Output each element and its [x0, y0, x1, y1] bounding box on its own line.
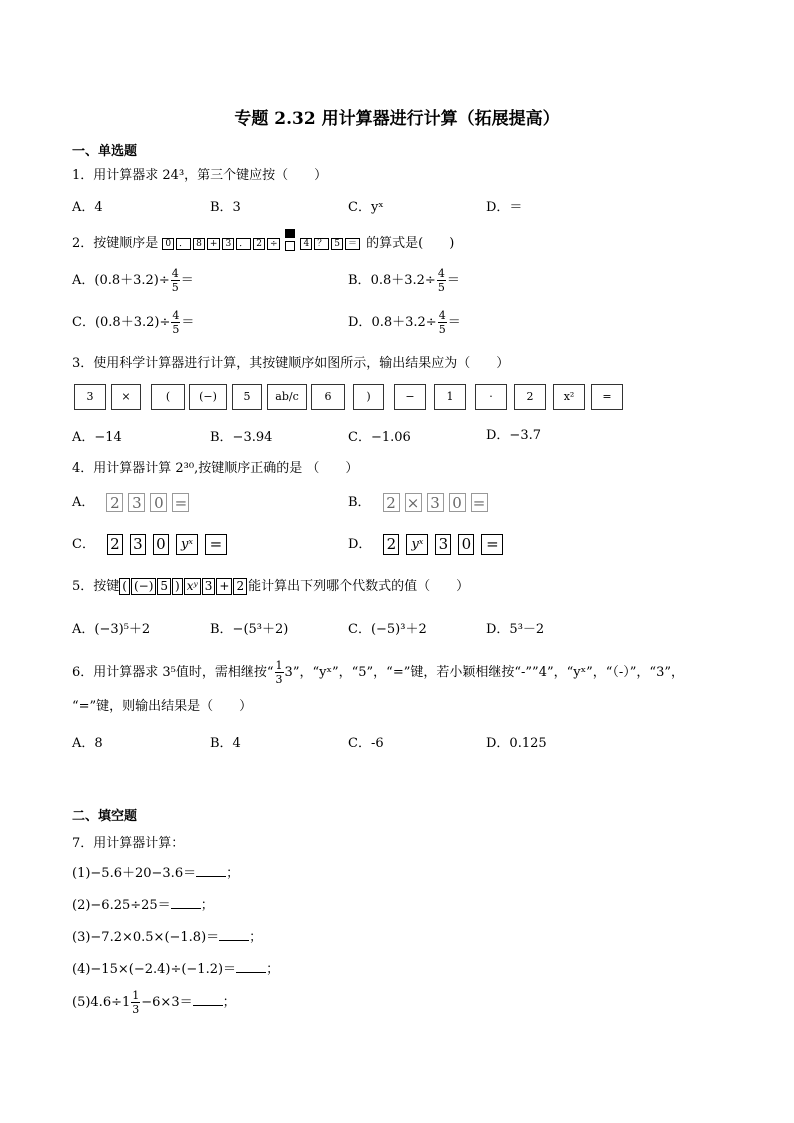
q5-option-c[interactable]: C．(−5)³＋2	[348, 622, 427, 637]
key-6: 6	[311, 384, 345, 410]
q1-option-a[interactable]: A．4	[72, 200, 103, 215]
key-power: xʸ	[184, 578, 201, 595]
key-2: 2	[233, 578, 247, 595]
key-negative: (−)	[131, 578, 156, 595]
q7-stem: 7．用计算器计算：	[72, 836, 185, 851]
q3-option-b[interactable]: B．−3.94	[210, 430, 273, 445]
fraction: $\frac{4}{5}$	[437, 267, 445, 294]
key-open-paren: (	[151, 384, 185, 410]
key-multiply: ×	[111, 384, 141, 410]
q6-stem-line2: “=”键，则输出结果是（ ）	[72, 699, 253, 714]
q1-option-c[interactable]: C．yˣ	[348, 200, 384, 215]
q5-option-b[interactable]: B．−(5³＋2)	[210, 622, 289, 637]
answer-blank[interactable]	[196, 864, 226, 877]
key-0: 0	[153, 534, 169, 555]
fraction: $\frac{4}{5}$	[171, 267, 179, 294]
key-equals: =	[172, 493, 189, 512]
key-power: yˣ	[176, 534, 198, 555]
key-3: 3	[128, 493, 145, 512]
key-multiply: ×	[405, 493, 422, 512]
key-2: 2	[253, 238, 265, 250]
key-plus: +	[207, 238, 221, 250]
q3-option-c[interactable]: C．−1.06	[348, 430, 411, 445]
key-0: 0	[458, 534, 474, 555]
q6-option-b[interactable]: B．4	[210, 736, 241, 751]
q7-item-4: (4)−15×(−2.4)÷(−1.2)＝ ；	[72, 962, 280, 977]
q1-option-d[interactable]: D．＝	[486, 200, 523, 215]
answer-blank[interactable]	[236, 960, 266, 973]
fraction: $\frac{4}{5}$	[438, 309, 446, 336]
key-close-paren: )	[172, 578, 183, 595]
q6-option-c[interactable]: C．-6	[348, 736, 384, 751]
q2-stem-suffix: 的算式是( )	[366, 236, 455, 251]
key-0: 0	[449, 493, 466, 512]
section-fill-blank: 二、填空题	[72, 809, 138, 824]
key-5: 5	[331, 238, 343, 250]
key-0: 0	[150, 493, 167, 512]
key-0: 0	[162, 238, 174, 250]
key-equals: =	[471, 493, 488, 512]
q7-item-3: (3)−7.2×0.5×(−1.8)＝ ；	[72, 930, 263, 945]
key-2: 2	[383, 493, 400, 512]
q7-item-5: (5)4.6÷1 $\frac{1}{3}$ −6×3＝ ；	[72, 989, 236, 1016]
key-equals: =	[591, 384, 623, 410]
fraction: $\frac{1}{3}$	[275, 659, 283, 686]
key-3: 3	[435, 534, 451, 555]
key-5: 5	[157, 578, 171, 595]
q7-item-2: (2)−6.25÷25＝ ；	[72, 898, 214, 913]
q3-option-a[interactable]: A．−14	[72, 430, 122, 445]
fraction-key-icon	[285, 229, 297, 251]
q6-option-d[interactable]: D．0.125	[486, 736, 547, 751]
key-dot: ．	[236, 238, 251, 250]
key-dot: ．	[176, 238, 191, 250]
q3-option-d[interactable]: D．−3.7	[486, 428, 541, 443]
q1-stem: 1．用计算器求 24³，第三个键应按（ ）	[72, 168, 328, 183]
fraction: $\frac{4}{5}$	[172, 309, 180, 336]
q2-option-b[interactable]: B．0.8＋3.2÷ $\frac{4}{5}$ ＝	[348, 267, 460, 294]
key-2: 2	[106, 493, 123, 512]
key-close-paren: )	[353, 384, 384, 410]
page-title: 专题 2.32 用计算器进行计算（拓展提高）	[234, 109, 560, 129]
key-3: 3	[222, 238, 234, 250]
q4-stem: 4．用计算器计算 2³⁰,按键顺序正确的是 （ ）	[72, 461, 359, 476]
q2-stem	[72, 232, 454, 255]
key-8: 8	[193, 238, 205, 250]
q6-stem-line1: 6．用计算器求 3⁵值时，需相继按“ $\frac{1}{3}$ 3”，“yˣ”，“5”，“=”键，若小颖相继按“-””4”，“yˣ”，“（-）”，“3”，	[72, 659, 684, 686]
key-plus: +	[216, 578, 232, 595]
key-3: 3	[202, 578, 216, 595]
key-3: 3	[427, 493, 444, 512]
key-5: 5	[232, 384, 262, 410]
key-power: yˣ	[406, 534, 428, 555]
q5-option-d[interactable]: D．5³－2	[486, 622, 545, 637]
key-3: 3	[130, 534, 146, 555]
key-equals: =	[205, 534, 227, 555]
q2-option-a[interactable]: A．(0.8＋3.2)÷ $\frac{4}{5}$ ＝	[72, 267, 194, 294]
answer-blank[interactable]	[171, 896, 201, 909]
q4-option-c[interactable]: C． 2 3 0 yˣ =	[72, 533, 227, 555]
q3-stem: 3．使用科学计算器进行计算，其按键顺序如图所示，输出结果应为（ ）	[72, 356, 510, 371]
answer-blank[interactable]	[193, 993, 223, 1006]
q1-option-b[interactable]: B．3	[210, 200, 241, 215]
q2-option-d[interactable]: D．0.8＋3.2÷ $\frac{4}{5}$ ＝	[348, 309, 461, 336]
q6-option-a[interactable]: A．8	[72, 736, 103, 751]
fraction: $\frac{1}{3}$	[132, 989, 140, 1016]
q2-option-c[interactable]: C．(0.8＋3.2)÷ $\frac{4}{5}$ ＝	[72, 309, 195, 336]
key-1: 1	[434, 384, 466, 410]
key-negative: (−)	[189, 384, 227, 410]
q4-option-a[interactable]: A． 2 3 0 =	[72, 491, 194, 512]
key-divide: ÷	[267, 238, 281, 250]
q5-option-a[interactable]: A．(−3)⁵＋2	[72, 622, 151, 637]
key-equals: =	[481, 534, 503, 555]
section-single-choice: 一、单选题	[72, 144, 138, 159]
key-4: 4	[300, 238, 312, 250]
q5-stem: 5．按键 ( (−) 5 ) xʸ 3 + 2 能计算出下列哪个代数式的值（ ）	[72, 579, 470, 594]
q7-item-1: (1)−5.6＋20−3.6＝ ；	[72, 866, 240, 881]
key-minus: −	[394, 384, 426, 410]
answer-blank[interactable]	[219, 928, 249, 941]
key-square: x²	[553, 384, 585, 410]
key-3: 3	[74, 384, 106, 410]
q4-option-b[interactable]: B． 2 × 3 0 =	[348, 491, 493, 512]
q4-option-d[interactable]: D． 2 yˣ 3 0 =	[348, 533, 503, 555]
key-2: 2	[107, 534, 123, 555]
key-dot: ·	[475, 384, 507, 410]
key-2: 2	[383, 534, 399, 555]
q2-stem-prefix: 2．按键顺序是	[72, 236, 159, 251]
key-equals: ＝	[345, 238, 360, 250]
key-question: ？	[314, 238, 329, 250]
q2-key-sequence	[162, 236, 366, 251]
key-2: 2	[514, 384, 546, 410]
key-open-paren: (	[119, 578, 130, 595]
key-fraction: ab/c	[267, 384, 307, 410]
